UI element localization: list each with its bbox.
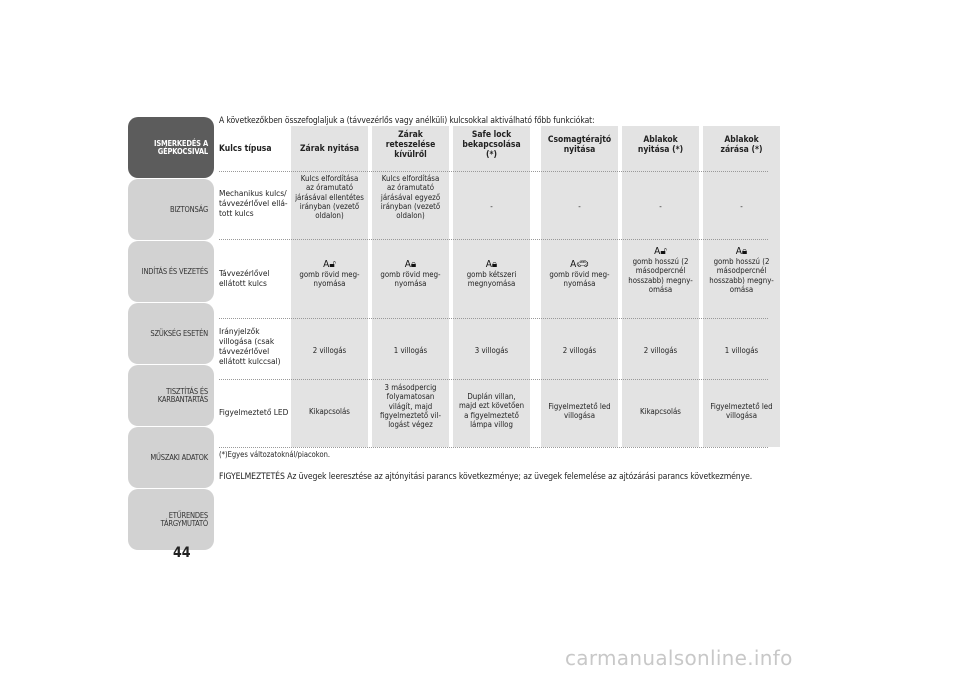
lock-closed-icon: A🔒︎ [404, 259, 417, 270]
cell-text: gomb rövid meg- nyomása [299, 270, 360, 289]
table-cell: 2 villogás [562, 346, 597, 355]
table-cell [541, 259, 618, 289]
warning-note: FIGYELMEZTETÉS Az üvegek leeresztése az ajtónyitási parancs következménye; az üvegek felemelése az ajtózárási parancs következménye. [219, 472, 753, 482]
row-divider [219, 447, 768, 448]
table-cell [372, 259, 449, 289]
tab-targymutato[interactable] [128, 489, 214, 550]
table-cell: - [659, 202, 662, 211]
page-number: 44 [173, 545, 191, 561]
header-ablakok-zarasa: Ablakok zárása (*) [720, 135, 763, 155]
lock-closed-icon: A🔒︎ [735, 246, 748, 257]
row-divider [219, 239, 768, 240]
header-ablakok-nyitasa: Ablakok nyitása (*) [637, 135, 684, 155]
lock-closed-icon: A🔒︎ [485, 259, 498, 270]
table-cell: Kikapcsolás [640, 407, 681, 416]
footnote: (*)Egyes változatoknál/piacokon. [219, 450, 330, 459]
table-cell: 3 másodpercig folyamatosan világít, majd figyelmeztető vil- logást végez [379, 383, 442, 430]
table-cell: Duplán villan, majd ezt követően a figyelmeztető lámpa villog [458, 392, 525, 429]
tab-biztonsag[interactable] [128, 179, 214, 240]
cell-text: gomb rövid meg- nyomása [380, 270, 441, 289]
tab-inditas-es-vezetes[interactable] [128, 241, 214, 302]
row-label: Figyelmeztető LED [219, 407, 289, 417]
table-cell: 2 villogás [312, 346, 347, 355]
header-kulcs-tipusa: Kulcs típusa [219, 144, 272, 154]
table-cell: - [578, 202, 581, 211]
row-divider [219, 318, 768, 319]
tab-label: BIZTONSÁG [169, 204, 208, 214]
table-cell: 1 villogás [724, 346, 759, 355]
header-zarak-nyitasa: Zárak nyitása [300, 144, 359, 154]
table-cell: 2 villogás [643, 346, 678, 355]
tab-label: ETŰRENDES TÁRGYMUTATÓ [160, 510, 208, 528]
tab-tisztitas[interactable] [128, 365, 214, 426]
cell-text: gomb hosszú (2 másodpercnél hosszabb) megny- omása [709, 257, 774, 294]
tab-label: ISMERKEDÉS A GÉPKOCSIVAL [154, 138, 208, 156]
tab-label: SZÜKSÉG ESETÉN [150, 328, 208, 338]
table-cell: Kulcs elfordítása az óramutató járásával ellentétes irányban (vezető oldalon) [295, 174, 364, 221]
table-cell: 1 villogás [393, 346, 428, 355]
tab-label: INDÍTÁS ÉS VEZETÉS [141, 266, 208, 276]
row-divider [219, 171, 768, 172]
table-cell [622, 246, 699, 294]
lock-open-icon: A🔓︎ [323, 259, 336, 270]
tab-label: TISZTÍTÁS ÉS KARBANTARTÁS [157, 386, 208, 404]
row-label: Mechanikus kulcs/ távvezérlővel ellá- tott kulcs [219, 188, 288, 218]
cell-text: gomb kétszeri megnyomása [466, 270, 517, 289]
header-safe-lock: Safe lock bekapcsolása (*) [462, 130, 521, 160]
tab-szukseg-eseten[interactable] [128, 303, 214, 364]
tab-label: MŰSZAKI ADATOK [150, 452, 208, 462]
table-cell: Figyelmeztető led villogása [548, 402, 611, 421]
table-cell [703, 246, 780, 294]
table-cell: 3 villogás [474, 346, 509, 355]
row-label: Távvezérlővel ellátott kulcs [219, 268, 270, 288]
row-label: Irányjelzők villogása (csak távvezérlővel ellátott kulccsal) [219, 326, 281, 366]
header-csomagterajto: Csomagtérajtó nyitása [547, 135, 612, 155]
table-cell: - [490, 202, 493, 211]
watermark: carmanualsonline.info [565, 646, 793, 670]
header-zarak-reteszelese: Zárak reteszelése kívülről [385, 130, 436, 160]
table-cell [453, 259, 530, 289]
tab-muszaki-adatok[interactable] [128, 427, 214, 488]
row-divider [219, 379, 768, 380]
cell-text: gomb rövid meg- nyomása [549, 270, 610, 289]
intro-text: A következőkben összefoglaljuk a (távvezérlős vagy anélküli) kulcsokkal aktiválható főbb funkciókat: [219, 116, 595, 126]
table-cell: - [740, 202, 743, 211]
table-cell: Kulcs elfordítása az óramutató járásával egyező irányban (vezető oldalon) [380, 174, 441, 221]
lock-open-icon: A🔓︎ [654, 246, 667, 257]
trunk-icon: A🚗︎ [570, 259, 589, 270]
table-cell: Kikapcsolás [309, 407, 350, 416]
table-cell [291, 259, 368, 289]
table-cell: Figyelmeztető led villogása [710, 402, 773, 421]
cell-text: gomb hosszú (2 másodpercnél hosszabb) megny- omása [628, 257, 693, 294]
tab-ismerkedes[interactable] [128, 117, 214, 178]
